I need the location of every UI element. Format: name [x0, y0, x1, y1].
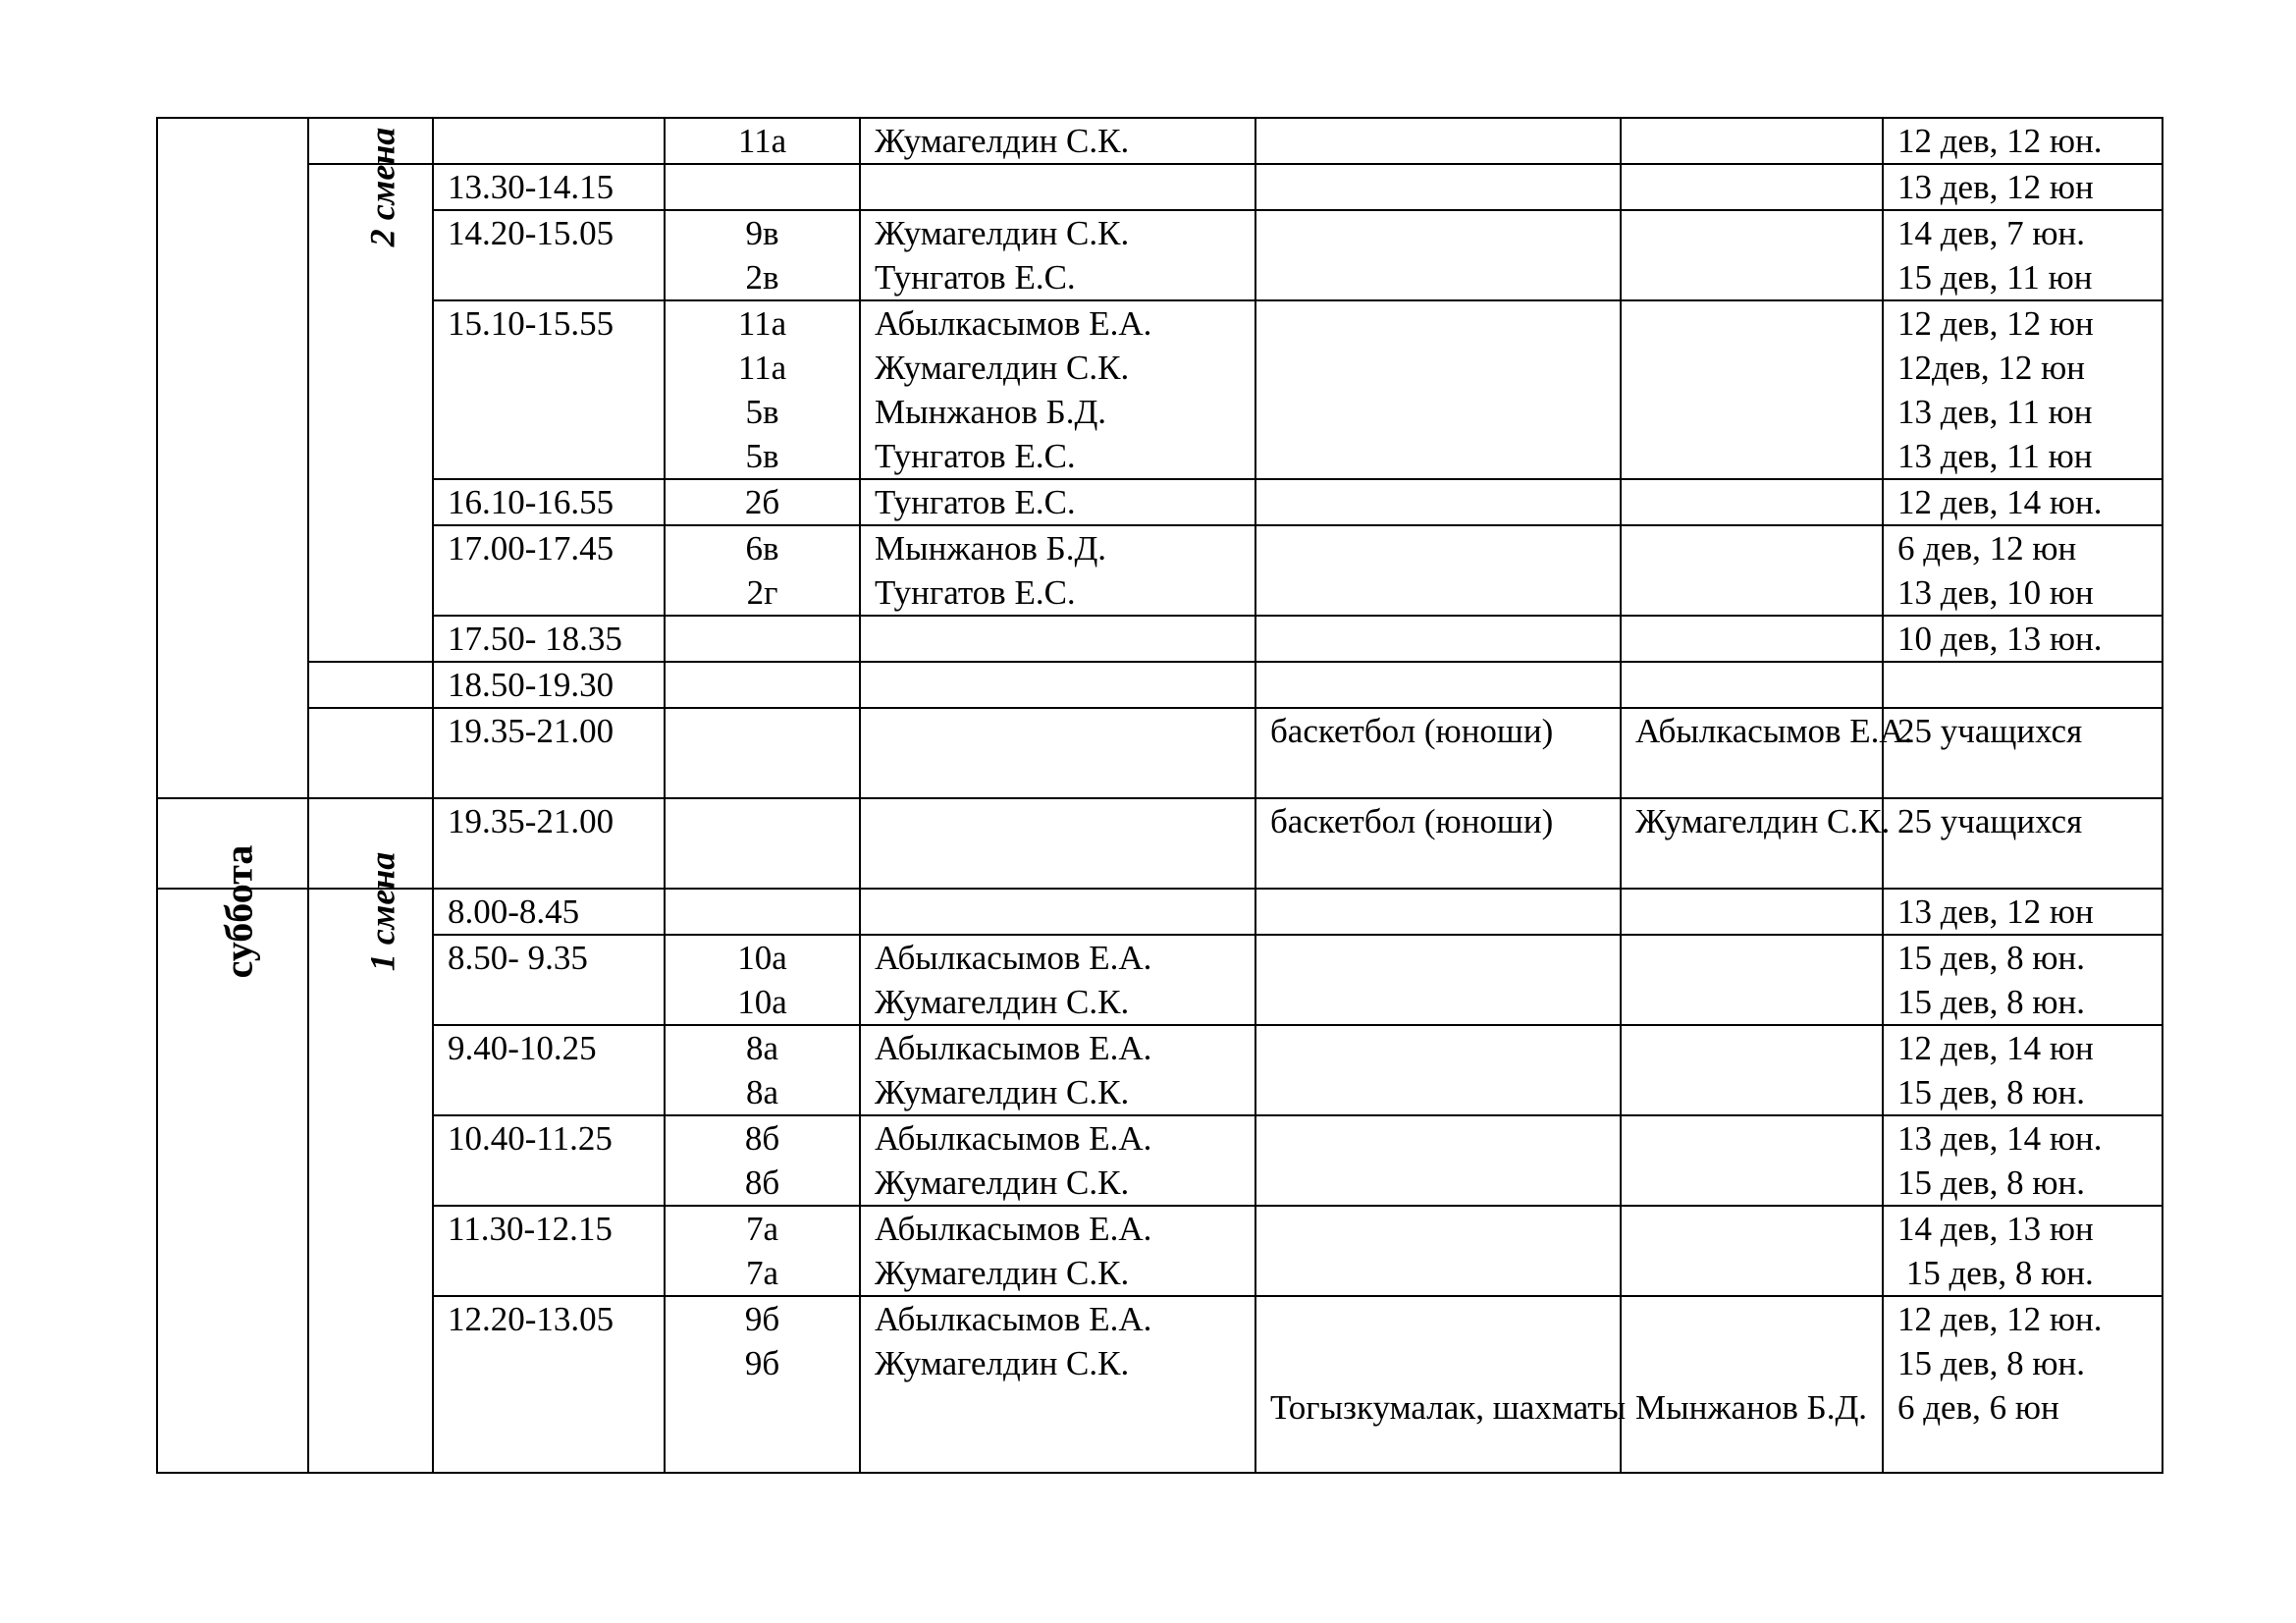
table-row	[157, 1025, 2163, 1115]
class-cell: 9б 9б	[665, 1296, 860, 1473]
table-row	[157, 300, 2163, 479]
time-cell: 8.50- 9.35	[433, 935, 665, 1025]
section-teacher-cell	[1621, 1025, 1883, 1115]
section-cell	[1255, 935, 1621, 1025]
class-cell: 8а 8а	[665, 1025, 860, 1115]
time-cell: 9.40-10.25	[433, 1025, 665, 1115]
shift-label-second: 2 смена	[308, 164, 433, 662]
teacher-cell: Абылкасымов Е.А. Жумагелдин С.К.	[860, 1115, 1255, 1206]
schedule-table	[156, 117, 2163, 1474]
teacher-cell	[860, 616, 1255, 662]
shift-cell-empty	[308, 708, 433, 798]
section-teacher-cell: Жумагелдин С.К.	[1621, 798, 1883, 889]
table-row	[157, 118, 2163, 164]
table-row	[157, 798, 2163, 889]
teacher-cell: Мынжанов Б.Д. Тунгатов Е.С.	[860, 525, 1255, 616]
section-teacher-cell	[1621, 935, 1883, 1025]
section-teacher-cell	[1621, 1115, 1883, 1206]
time-cell: 17.50- 18.35	[433, 616, 665, 662]
time-cell: 14.20-15.05	[433, 210, 665, 300]
class-cell: 11а	[665, 118, 860, 164]
count-cell: 12 дев, 12 юн. 15 дев, 8 юн. 6 дев, 6 юн	[1883, 1296, 2163, 1473]
section-teacher-cell	[1621, 479, 1883, 525]
section-cell	[1255, 1206, 1621, 1296]
count-cell: 13 дев, 14 юн. 15 дев, 8 юн.	[1883, 1115, 2163, 1206]
section-cell	[1255, 889, 1621, 935]
time-cell: 10.40-11.25	[433, 1115, 665, 1206]
shift-label-first: 1 смена	[308, 889, 433, 1473]
teacher-cell: Абылкасымов Е.А. Жумагелдин С.К.	[860, 1206, 1255, 1296]
time-cell: 11.30-12.15	[433, 1206, 665, 1296]
section-cell	[1255, 479, 1621, 525]
section-cell	[1255, 164, 1621, 210]
section-teacher-cell	[1621, 164, 1883, 210]
teacher-cell: Жумагелдин С.К.	[860, 118, 1255, 164]
section-teacher-cell: Абылкасымов Е.А.	[1621, 708, 1883, 798]
day-label-cell: суббота	[157, 889, 308, 1473]
class-cell	[665, 708, 860, 798]
class-cell	[665, 798, 860, 889]
day-cell-upper	[157, 118, 308, 798]
table-row	[157, 210, 2163, 300]
count-cell	[1883, 662, 2163, 708]
count-cell: 6 дев, 12 юн 13 дев, 10 юн	[1883, 525, 2163, 616]
count-cell: 15 дев, 8 юн. 15 дев, 8 юн.	[1883, 935, 2163, 1025]
class-cell	[665, 662, 860, 708]
section-teacher-cell	[1621, 616, 1883, 662]
class-cell	[665, 889, 860, 935]
time-cell: 13.30-14.15	[433, 164, 665, 210]
table-row	[157, 479, 2163, 525]
class-cell: 7а 7а	[665, 1206, 860, 1296]
count-cell: 25 учащихся	[1883, 708, 2163, 798]
section-cell	[1255, 300, 1621, 479]
section-cell	[1255, 1025, 1621, 1115]
count-cell: 13 дев, 12 юн	[1883, 164, 2163, 210]
shift-cell-empty	[308, 662, 433, 708]
table-row	[157, 1296, 2163, 1473]
class-cell: 2б	[665, 479, 860, 525]
count-cell: 12 дев, 14 юн.	[1883, 479, 2163, 525]
table-row	[157, 708, 2163, 798]
time-cell: 8.00-8.45	[433, 889, 665, 935]
count-cell: 14 дев, 7 юн. 15 дев, 11 юн	[1883, 210, 2163, 300]
time-cell: 15.10-15.55	[433, 300, 665, 479]
table-row	[157, 1206, 2163, 1296]
section-teacher-cell	[1621, 662, 1883, 708]
class-cell: 8б 8б	[665, 1115, 860, 1206]
teacher-cell	[860, 798, 1255, 889]
section-cell: баскетбол (юноши)	[1255, 708, 1621, 798]
count-cell: 12 дев, 12 юн.	[1883, 118, 2163, 164]
table-row	[157, 662, 2163, 708]
class-cell: 11а 11а 5в 5в	[665, 300, 860, 479]
section-teacher-cell: Мынжанов Б.Д.	[1621, 1296, 1883, 1473]
table-row	[157, 164, 2163, 210]
table-row	[157, 889, 2163, 935]
teacher-cell	[860, 164, 1255, 210]
teacher-cell	[860, 708, 1255, 798]
section-cell	[1255, 1115, 1621, 1206]
class-cell: 10а 10а	[665, 935, 860, 1025]
section-teacher-cell	[1621, 889, 1883, 935]
teacher-cell: Абылкасымов Е.А. Жумагелдин С.К.	[860, 935, 1255, 1025]
table-row	[157, 525, 2163, 616]
class-cell	[665, 616, 860, 662]
teacher-cell	[860, 889, 1255, 935]
class-cell: 6в 2г	[665, 525, 860, 616]
section-cell	[1255, 662, 1621, 708]
teacher-cell: Абылкасымов Е.А. Жумагелдин С.К.	[860, 1025, 1255, 1115]
count-cell: 14 дев, 13 юн 15 дев, 8 юн.	[1883, 1206, 2163, 1296]
time-cell: 12.20-13.05	[433, 1296, 665, 1473]
section-cell	[1255, 210, 1621, 300]
teacher-cell: Абылкасымов Е.А. Жумагелдин С.К. Мынжанов Б.Д. Тунгатов Е.С.	[860, 300, 1255, 479]
count-cell: 13 дев, 12 юн	[1883, 889, 2163, 935]
time-cell: 19.35-21.00	[433, 798, 665, 889]
time-cell: 17.00-17.45	[433, 525, 665, 616]
section-cell	[1255, 525, 1621, 616]
section-cell: Тогызкумалак, шахматы	[1255, 1296, 1621, 1473]
class-cell	[665, 164, 860, 210]
teacher-cell	[860, 662, 1255, 708]
section-teacher-cell	[1621, 210, 1883, 300]
time-cell: 16.10-16.55	[433, 479, 665, 525]
table-row	[157, 616, 2163, 662]
table-row	[157, 1115, 2163, 1206]
teacher-cell: Жумагелдин С.К. Тунгатов Е.С.	[860, 210, 1255, 300]
section-teacher-cell	[1621, 300, 1883, 479]
count-cell: 25 учащихся	[1883, 798, 2163, 889]
time-cell	[433, 118, 665, 164]
section-teacher-cell	[1621, 118, 1883, 164]
section-cell	[1255, 616, 1621, 662]
table-row	[157, 935, 2163, 1025]
section-teacher-cell	[1621, 1206, 1883, 1296]
section-cell: баскетбол (юноши)	[1255, 798, 1621, 889]
count-cell: 12 дев, 12 юн 12дев, 12 юн 13 дев, 11 юн 13 дев, 11 юн	[1883, 300, 2163, 479]
section-cell	[1255, 118, 1621, 164]
section-teacher-cell	[1621, 525, 1883, 616]
teacher-cell: Абылкасымов Е.А. Жумагелдин С.К.	[860, 1296, 1255, 1473]
count-cell: 10 дев, 13 юн.	[1883, 616, 2163, 662]
time-cell: 19.35-21.00	[433, 708, 665, 798]
teacher-cell: Тунгатов Е.С.	[860, 479, 1255, 525]
count-cell: 12 дев, 14 юн 15 дев, 8 юн.	[1883, 1025, 2163, 1115]
class-cell: 9в 2в	[665, 210, 860, 300]
time-cell: 18.50-19.30	[433, 662, 665, 708]
